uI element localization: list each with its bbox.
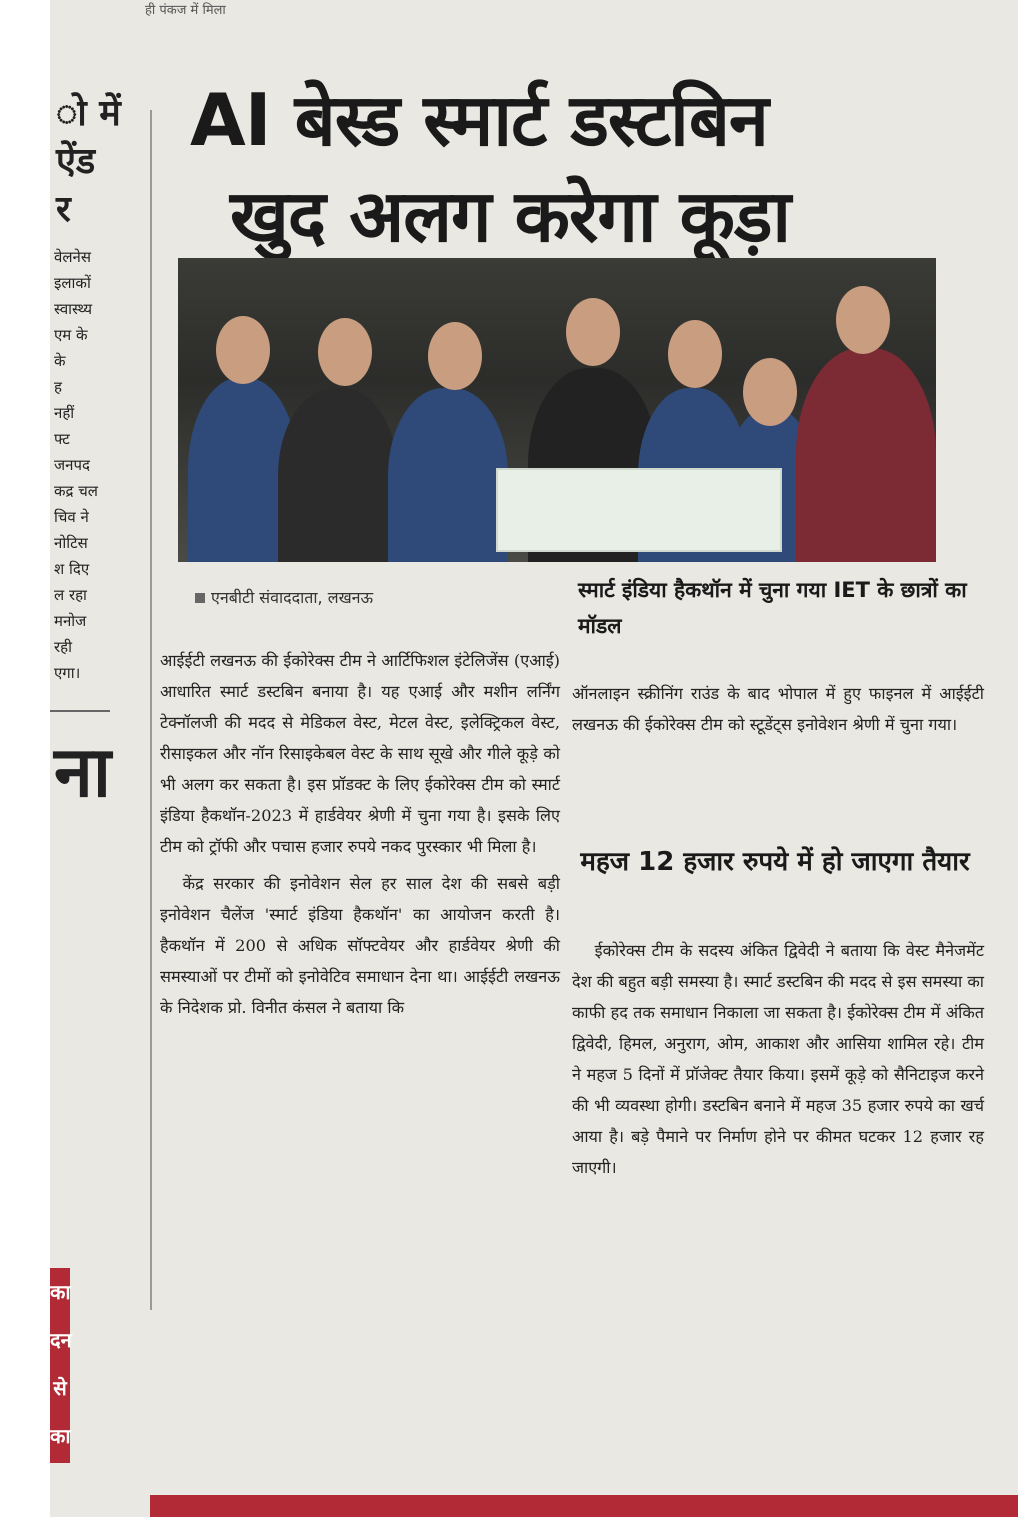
left-text-line: नोटिस [54, 534, 88, 552]
person-figure [388, 388, 508, 562]
article-body-right [572, 678, 984, 740]
left-text-line: ह [54, 378, 62, 396]
bottom-red-strip [150, 1495, 1018, 1517]
red-box-text: से [53, 1376, 67, 1400]
person-head [216, 316, 270, 384]
article-headline [190, 72, 970, 264]
left-text-line: ल रहा [54, 586, 87, 604]
left-text-line: चिव ने [54, 508, 89, 526]
left-headline-fragment-3: र [56, 189, 71, 230]
award-cheque [496, 468, 782, 552]
left-text-line: फ्ट [54, 430, 70, 448]
person-head [428, 322, 482, 390]
person-head [743, 358, 797, 426]
left-text-line: श दिए [54, 560, 90, 578]
article-paragraph-3: ऑनलाइन स्क्रीनिंग राउंड के बाद भोपाल में हुए फाइनल में आईईटी लखनऊ की ईकोरेक्स टीम को स्टूडेंट्स इनोवेशन श्रेणी में चुना गया। [572, 684, 984, 734]
article-paragraph-2: केंद्र सरकार की इनोवेशन सेल हर साल देश की सबसे बड़ी इनोवेशन चैलेंज 'स्मार्ट इंडिया हैकथॉन' का आयोजन करती है। हैकथॉन में 200 से अधिक सॉफ्टवेयर और हार्डवेयर श्रेणी की समस्याओं पर टीमों को इनोवेटिव समाधान देना था। आईईटी लखनऊ के निदेशक प्रो. विनीत कंसल ने बताया कि [160, 874, 560, 1017]
headline-line-1: AI बेस्ड स्मार्ट डस्टबिन [190, 78, 768, 162]
red-box-text: दन [50, 1328, 72, 1352]
person-figure [796, 348, 936, 562]
left-headline-fragment-2: ऐंड [56, 141, 96, 182]
person-head [836, 286, 890, 354]
team-photo [178, 258, 936, 562]
left-text-line: नहीं [54, 404, 75, 422]
left-text-line: स्वास्थ्य [54, 300, 93, 318]
article-paragraph-1: आईईटी लखनऊ की ईकोरेक्स टीम ने आर्टिफिशल इंटेलिजेंस (एआई) आधारित स्मार्ट डस्टबिन बनाया है। यह एआई और मशीन लर्निंग टेक्नॉलजी की मदद से मेडिकल वेस्ट, मेटल वेस्ट, इलेक्ट्रिकल वेस्ट, रीसाइकल और नॉन रिसाइकेबल वेस्ट के साथ सूखे और गीले कूड़े को भी अलग कर सकता है। इस प्रॉडक्ट के लिए ईकोरेक्स टीम को स्मार्ट इंडिया हैकथॉन-2023 में हार्डवेयर श्रेणी में चुना गया है। इसके लिए टीम को ट्रॉफी और पचास हजार रुपये नकद पुरस्कार भी मिला है। [160, 651, 560, 856]
left-text-line: रही [54, 638, 72, 656]
article-body-left [160, 645, 560, 1029]
left-divider-rule [50, 710, 110, 712]
red-box-text: का [50, 1280, 71, 1304]
left-text-line: कद्र चल [54, 482, 98, 500]
left-text-line: इलाकों [54, 274, 91, 292]
byline: एनबीटी संवाददाता, लखनऊ [195, 586, 373, 608]
left-big-fragment: ना [54, 731, 111, 813]
photo-caption: स्मार्ट इंडिया हैकथॉन में चुना गया IET के छात्रों का मॉडल [578, 578, 967, 638]
headline-line-2: खुद अलग करेगा कूड़ा [230, 174, 791, 258]
left-text-line: के [54, 352, 66, 370]
article-body-right-lower [572, 935, 984, 1183]
article-paragraph-4: ईकोरेक्स टीम के सदस्य अंकित द्विवेदी ने बताया कि वेस्ट मैनेजमेंट देश की बहुत बड़ी समस्या है। स्मार्ट डस्टबिन की मदद से इस समस्या का काफी हद तक समाधान निकाला जा सकता है। ईकोरेक्स टीम में अंकित द्विवेदी, हिमल, अनुराग, ओम, आकाश और आसिया शामिल रहे। टीम ने महज 5 दिनों में प्रॉजेक्ट तैयार किया। इसमें कूड़े को सैनिटाइज करने की भी व्यवस्था होगी। डस्टबिन बनाने में महज 35 हजार रुपये का खर्च आया है। बड़े पैमाने पर निर्माण होने पर कीमत घटकर 12 हजार रह जाएगी। [572, 941, 984, 1177]
left-text-line: एगा। [54, 664, 81, 682]
person-figure [278, 388, 398, 562]
person-head [668, 320, 722, 388]
left-text-line: एम के [54, 326, 88, 344]
bullet-square-icon [195, 593, 205, 603]
person-head [318, 318, 372, 386]
left-text-line: जनपद [54, 456, 90, 474]
left-headline-fragment-1: ो में [56, 93, 121, 134]
person-head [566, 298, 620, 366]
red-box-text: का [50, 1424, 71, 1448]
top-strip-text: ही पंकज में मिला [145, 3, 226, 18]
article-subheading: महज 12 हजार रुपये में हो जाएगा तैयार [580, 847, 970, 877]
newspaper-page [50, 0, 1018, 1517]
left-text-line: मनोज [54, 612, 87, 630]
left-red-box [50, 1268, 70, 1463]
left-text-line: वेलनेस [54, 248, 91, 266]
column-divider [150, 110, 152, 1310]
